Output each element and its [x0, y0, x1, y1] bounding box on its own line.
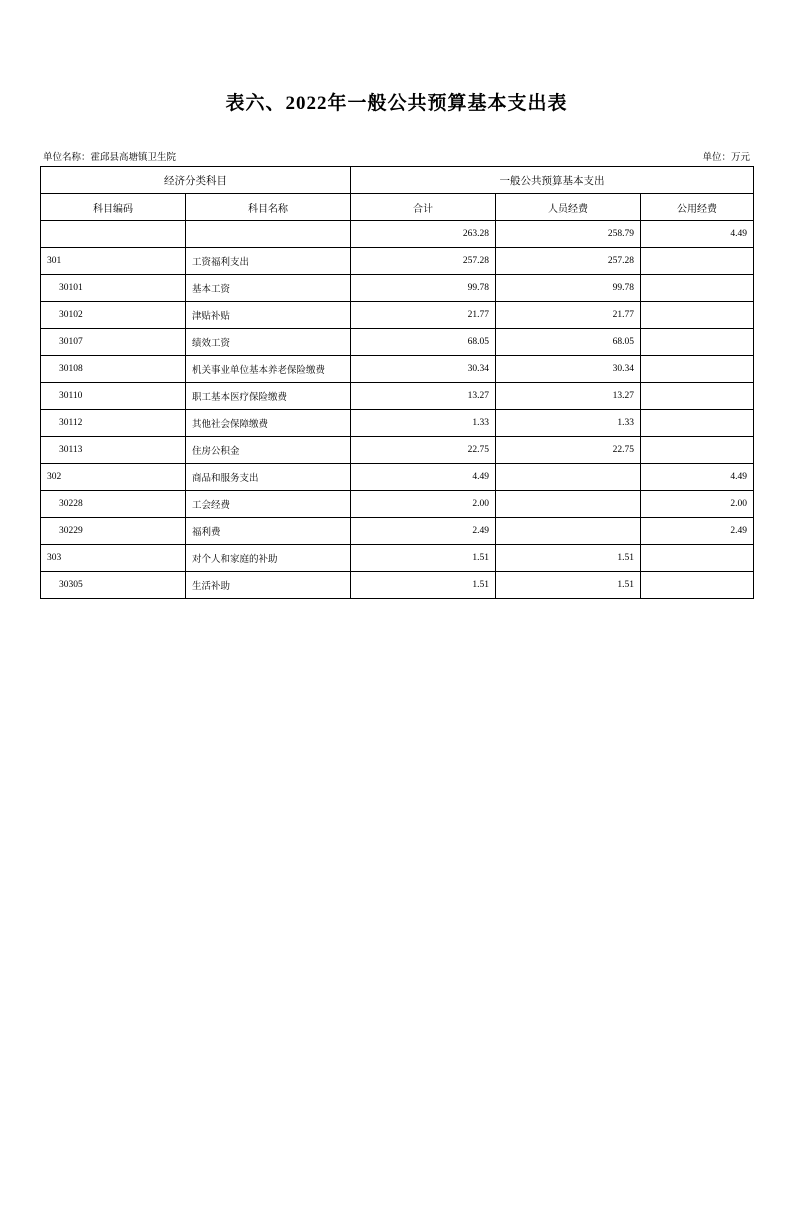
- cell-name: 生活补助: [186, 572, 351, 599]
- cell-code: 30229: [41, 518, 186, 545]
- cell-name: 工会经费: [186, 491, 351, 518]
- cell-code: 30110: [41, 383, 186, 410]
- cell-name: 绩效工资: [186, 329, 351, 356]
- cell-total: 22.75: [351, 437, 496, 464]
- cell-personnel: [496, 491, 641, 518]
- cell-personnel: 258.79: [496, 221, 641, 248]
- cell-name: 商品和服务支出: [186, 464, 351, 491]
- cell-public: 2.49: [641, 518, 754, 545]
- table-row: [41, 275, 754, 302]
- cell-personnel: 22.75: [496, 437, 641, 464]
- cell-name: 基本工资: [186, 275, 351, 302]
- cell-code: 30102: [41, 302, 186, 329]
- cell-total: 257.28: [351, 248, 496, 275]
- cell-public: [641, 302, 754, 329]
- header-economic-class: 经济分类科目: [41, 167, 351, 194]
- table-row: [41, 464, 754, 491]
- cell-code: 303: [41, 545, 186, 572]
- header-basic-expenditure: 一般公共预算基本支出: [351, 167, 754, 194]
- cell-personnel: 257.28: [496, 248, 641, 275]
- cell-total: 1.33: [351, 410, 496, 437]
- cell-personnel: 1.51: [496, 572, 641, 599]
- column-header-personnel: 人员经费: [496, 194, 641, 221]
- column-header-code: 科目编码: [41, 194, 186, 221]
- cell-public: [641, 383, 754, 410]
- cell-total: 2.49: [351, 518, 496, 545]
- cell-total: 1.51: [351, 572, 496, 599]
- cell-personnel: 1.33: [496, 410, 641, 437]
- cell-public: 2.00: [641, 491, 754, 518]
- cell-personnel: 1.51: [496, 545, 641, 572]
- cell-name: 职工基本医疗保险缴费: [186, 383, 351, 410]
- cell-public: [641, 410, 754, 437]
- unit-name-label: 单位名称：霍邱县高塘镇卫生院: [43, 153, 177, 163]
- column-header-total: 合计: [351, 194, 496, 221]
- cell-public: [641, 275, 754, 302]
- unit-measure-label: 单位：万元: [702, 153, 750, 163]
- cell-total: 30.34: [351, 356, 496, 383]
- cell-public: [641, 545, 754, 572]
- cell-name: [186, 221, 351, 248]
- cell-code: 30228: [41, 491, 186, 518]
- cell-total: 68.05: [351, 329, 496, 356]
- table-row: [41, 383, 754, 410]
- table-row: [41, 302, 754, 329]
- cell-public: [641, 437, 754, 464]
- cell-code: 30112: [41, 410, 186, 437]
- cell-name: 工资福利支出: [186, 248, 351, 275]
- table-row: [41, 545, 754, 572]
- table-row: [41, 437, 754, 464]
- cell-name: 住房公积金: [186, 437, 351, 464]
- cell-code: 30305: [41, 572, 186, 599]
- cell-personnel: [496, 518, 641, 545]
- cell-total: 2.00: [351, 491, 496, 518]
- cell-name: 津贴补贴: [186, 302, 351, 329]
- cell-personnel: 99.78: [496, 275, 641, 302]
- cell-personnel: 68.05: [496, 329, 641, 356]
- cell-name: 其他社会保障缴费: [186, 410, 351, 437]
- table-row: [41, 518, 754, 545]
- column-header-public: 公用经费: [641, 194, 754, 221]
- table-header-group-row: [41, 167, 754, 194]
- cell-total: 263.28: [351, 221, 496, 248]
- cell-public: 4.49: [641, 221, 754, 248]
- budget-table: [40, 166, 754, 599]
- table-row: [41, 572, 754, 599]
- cell-name: 机关事业单位基本养老保险缴费: [186, 356, 351, 383]
- cell-public: [641, 572, 754, 599]
- cell-code: 30107: [41, 329, 186, 356]
- document-page: [0, 88, 793, 1210]
- cell-name: 福利费: [186, 518, 351, 545]
- cell-public: 4.49: [641, 464, 754, 491]
- column-header-name: 科目名称: [186, 194, 351, 221]
- table-row: [41, 248, 754, 275]
- cell-total: 21.77: [351, 302, 496, 329]
- cell-personnel: 21.77: [496, 302, 641, 329]
- table-row: [41, 410, 754, 437]
- cell-public: [641, 356, 754, 383]
- cell-total: 1.51: [351, 545, 496, 572]
- cell-code: 30113: [41, 437, 186, 464]
- cell-personnel: 30.34: [496, 356, 641, 383]
- table-body: [41, 221, 754, 599]
- cell-code: 30101: [41, 275, 186, 302]
- table-row: [41, 356, 754, 383]
- table-row: [41, 221, 754, 248]
- cell-personnel: 13.27: [496, 383, 641, 410]
- cell-name: 对个人和家庭的补助: [186, 545, 351, 572]
- cell-public: [641, 248, 754, 275]
- table-row: [41, 491, 754, 518]
- cell-total: 4.49: [351, 464, 496, 491]
- cell-code: 30108: [41, 356, 186, 383]
- cell-total: 99.78: [351, 275, 496, 302]
- table-header: [41, 167, 754, 221]
- page-title: 表六、2022年一般公共预算基本支出表: [225, 93, 568, 114]
- cell-personnel: [496, 464, 641, 491]
- table-header-column-row: [41, 194, 754, 221]
- cell-code: 301: [41, 248, 186, 275]
- cell-public: [641, 329, 754, 356]
- cell-code: [41, 221, 186, 248]
- table-meta: [40, 149, 753, 166]
- cell-code: 302: [41, 464, 186, 491]
- cell-total: 13.27: [351, 383, 496, 410]
- table-row: [41, 329, 754, 356]
